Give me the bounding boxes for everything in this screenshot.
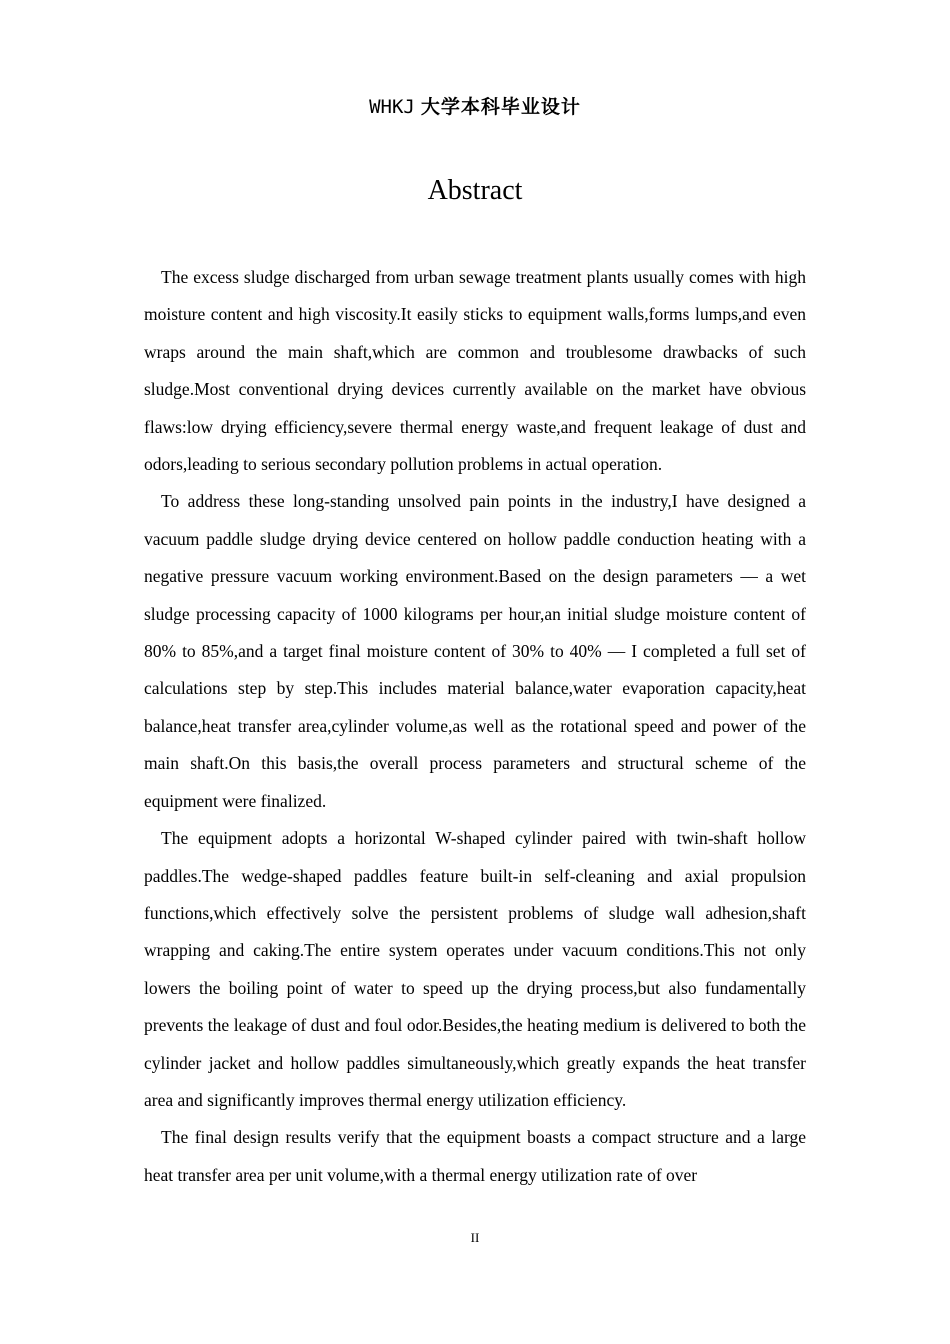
abstract-paragraph-1: The excess sludge discharged from urban sewage treatment plants usually comes with high moisture content and high viscosity.It easily sticks to equipment walls,forms lumps,and even wraps around the main shaft,which are common and troublesome drawbacks of such sludge.Most conventional drying devices currently available on the market have obvious flaws:low drying efficiency,severe thermal energy waste,and frequent leakage of dust and odors,leading to serious secondary pollution problems in actual operation. (144, 267, 806, 475)
abstract-body (144, 259, 806, 1194)
abstract-paragraph-4: The final design results verify that the equipment boasts a compact structure and a large heat transfer area per unit volume,with a thermal energy utilization rate of over (144, 1127, 806, 1185)
page-header (0, 93, 950, 121)
abstract-paragraph-2: To address these long-standing unsolved pain points in the industry,I have designed a vacuum paddle sludge drying device centered on hollow paddle conduction heating with a negative pressure vacuum working environment.Based on the design parameters — a wet sludge processing capacity of 1000 kilograms per hour,an initial sludge moisture content of 80% to 85%,and a target final moisture content of 30% to 40% — I completed a full set of calculations step by step.This includes material balance,water evaporation capacity,heat balance,heat transfer area,cylinder volume,as well as the rotational speed and power of the main shaft.On this basis,the overall process parameters and structural scheme of the equipment were finalized. (144, 491, 806, 811)
header-institution-code: WHKJ (369, 96, 415, 118)
page-title: Abstract (427, 175, 523, 206)
abstract-paragraph-3: The equipment adopts a horizontal W-shaped cylinder paired with twin-shaft hollow paddles.The wedge-shaped paddles feature built-in self-cleaning and axial propulsion functions,which effectively solve the persistent problems of sludge wall adhesion,shaft wrapping and caking.The entire system operates under vacuum conditions.This not only lowers the boiling point of water to speed up the drying process,but also fundamentally prevents the leakage of dust and foul odor.Besides,the heating medium is delivered to both the cylinder jacket and hollow paddles simultaneously,which greatly expands the heat transfer area and significantly improves thermal energy utilization efficiency. (144, 828, 806, 1110)
page-number: II (470, 1230, 480, 1245)
header-document-type: 大学本科毕业设计 (420, 96, 581, 118)
